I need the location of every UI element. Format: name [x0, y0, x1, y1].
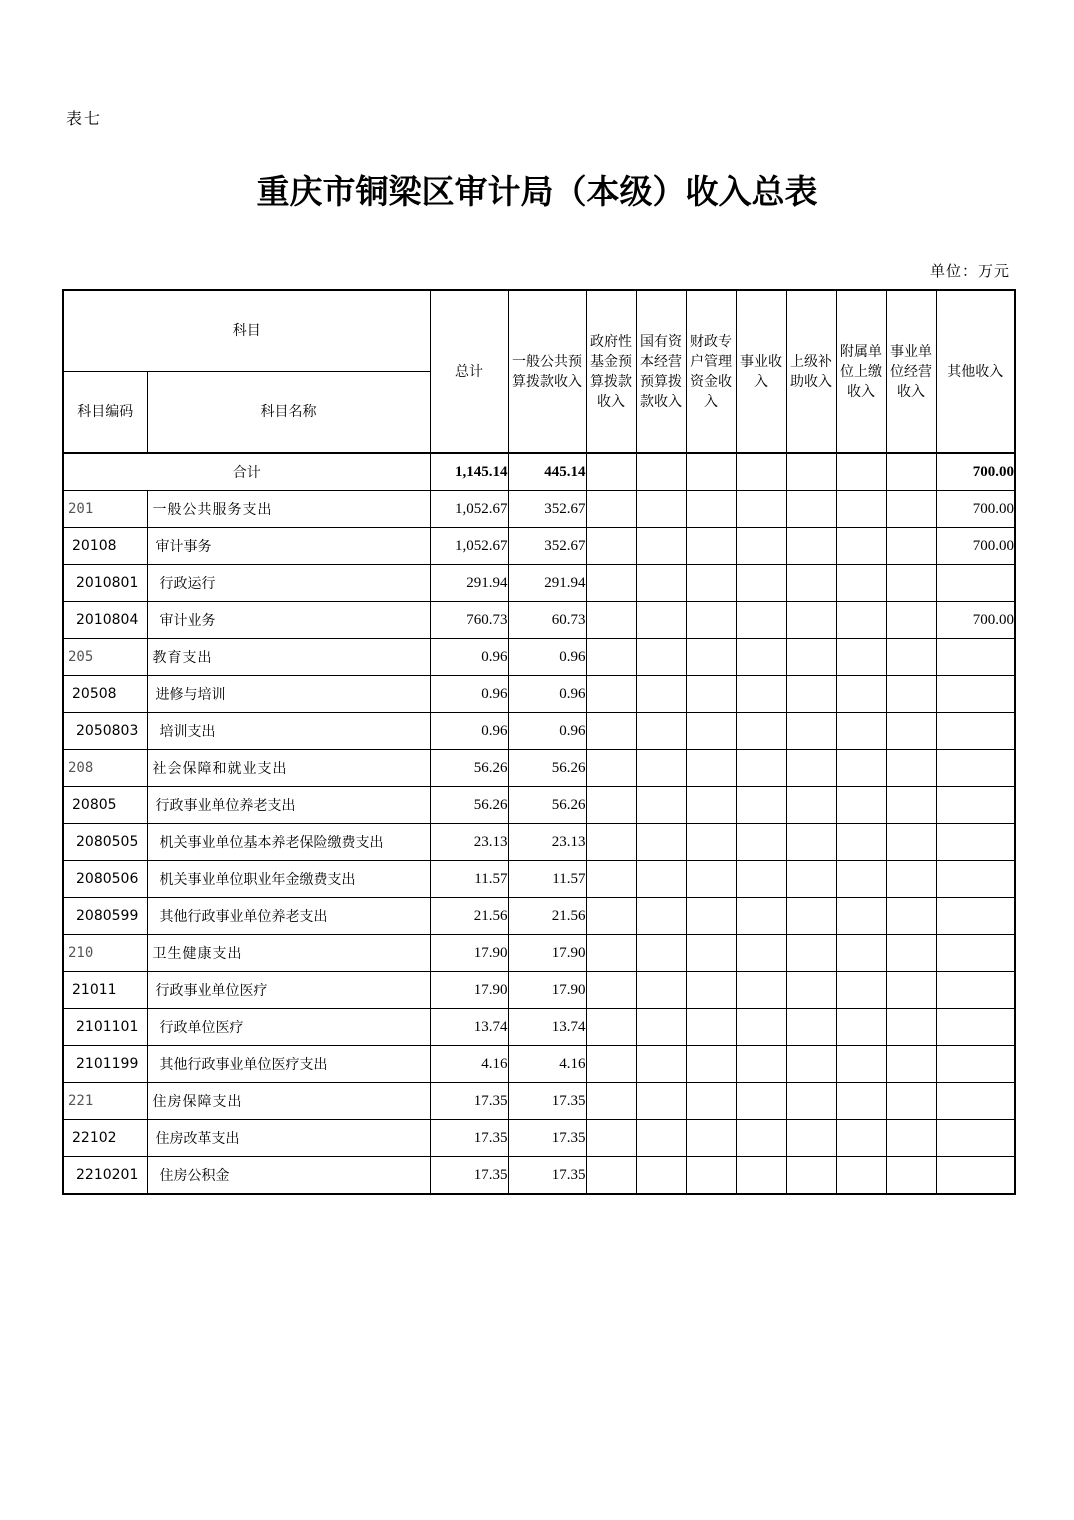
row-code: 208 [63, 750, 147, 787]
row-fiscal-special [686, 1083, 736, 1120]
row-fiscal-special [686, 750, 736, 787]
row-gov-fund [586, 1009, 636, 1046]
row-other [936, 1157, 1015, 1195]
row-total: 0.96 [430, 676, 508, 713]
table-body [63, 453, 1015, 1194]
row-other [936, 1046, 1015, 1083]
row-other: 700.00 [936, 602, 1015, 639]
header-total: 总计 [430, 290, 508, 453]
row-code: 20805 [63, 787, 147, 824]
total-cell-superior-subsidy [786, 453, 836, 491]
row-affiliated [836, 528, 886, 565]
row-superior-subsidy [786, 528, 836, 565]
total-cell-state-capital [636, 453, 686, 491]
row-gov-fund [586, 602, 636, 639]
row-general-budget: 56.26 [508, 787, 586, 824]
row-other [936, 639, 1015, 676]
row-fiscal-special [686, 676, 736, 713]
total-cell-fiscal-special [686, 453, 736, 491]
row-name: 审计事务 [147, 528, 430, 565]
row-affiliated [836, 972, 886, 1009]
row-superior-subsidy [786, 1120, 836, 1157]
row-general-budget: 17.35 [508, 1083, 586, 1120]
table-row [63, 528, 1015, 565]
row-name: 住房改革支出 [147, 1120, 430, 1157]
row-state-capital [636, 898, 686, 935]
page-title: 重庆市铜梁区审计局（本级）收入总表 [256, 172, 818, 211]
total-label: 合计 [63, 453, 430, 491]
row-code: 2080506 [63, 861, 147, 898]
row-affiliated [836, 1120, 886, 1157]
row-total: 11.57 [430, 861, 508, 898]
row-affiliated [836, 639, 886, 676]
row-name: 卫生健康支出 [147, 935, 430, 972]
header-state-capital: 国有资本经营预算拨款收入 [636, 290, 686, 453]
row-business [736, 713, 786, 750]
row-fiscal-special [686, 1046, 736, 1083]
row-fiscal-special [686, 861, 736, 898]
total-cell-affiliated [836, 453, 886, 491]
row-total: 4.16 [430, 1046, 508, 1083]
row-general-budget: 352.67 [508, 528, 586, 565]
row-superior-subsidy [786, 1046, 836, 1083]
row-general-budget: 0.96 [508, 639, 586, 676]
row-total: 13.74 [430, 1009, 508, 1046]
row-business [736, 750, 786, 787]
row-total: 1,052.67 [430, 528, 508, 565]
row-state-capital [636, 787, 686, 824]
row-superior-subsidy [786, 1083, 836, 1120]
row-gov-fund [586, 972, 636, 1009]
row-gov-fund [586, 639, 636, 676]
row-state-capital [636, 676, 686, 713]
row-fiscal-special [686, 1157, 736, 1195]
row-affiliated [836, 1009, 886, 1046]
row-code: 20108 [63, 528, 147, 565]
row-total: 760.73 [430, 602, 508, 639]
row-business-operation [886, 972, 936, 1009]
row-other [936, 1120, 1015, 1157]
income-summary-table [62, 289, 1016, 1195]
row-total: 0.96 [430, 639, 508, 676]
row-superior-subsidy [786, 972, 836, 1009]
row-total: 17.90 [430, 935, 508, 972]
row-total: 17.90 [430, 972, 508, 1009]
row-other [936, 750, 1015, 787]
row-superior-subsidy [786, 713, 836, 750]
row-business-operation [886, 713, 936, 750]
total-cell-general-budget: 445.14 [508, 453, 586, 491]
row-superior-subsidy [786, 565, 836, 602]
row-fiscal-special [686, 602, 736, 639]
row-business-operation [886, 676, 936, 713]
total-row [63, 453, 1015, 491]
row-state-capital [636, 824, 686, 861]
row-other [936, 861, 1015, 898]
table-row [63, 565, 1015, 602]
row-state-capital [636, 861, 686, 898]
row-superior-subsidy [786, 898, 836, 935]
table-row [63, 1046, 1015, 1083]
row-name: 培训支出 [147, 713, 430, 750]
header-fiscal-special: 财政专户管理资金收入 [686, 290, 736, 453]
row-code: 2101101 [63, 1009, 147, 1046]
row-business [736, 861, 786, 898]
row-name: 行政运行 [147, 565, 430, 602]
row-affiliated [836, 787, 886, 824]
row-general-budget: 4.16 [508, 1046, 586, 1083]
row-state-capital [636, 565, 686, 602]
row-gov-fund [586, 898, 636, 935]
row-fiscal-special [686, 935, 736, 972]
total-cell-total: 1,145.14 [430, 453, 508, 491]
row-general-budget: 17.90 [508, 972, 586, 1009]
row-state-capital [636, 602, 686, 639]
row-business [736, 824, 786, 861]
row-fiscal-special [686, 713, 736, 750]
row-affiliated [836, 676, 886, 713]
row-code: 201 [63, 491, 147, 528]
row-code: 20508 [63, 676, 147, 713]
row-affiliated [836, 935, 886, 972]
row-affiliated [836, 491, 886, 528]
row-total: 0.96 [430, 713, 508, 750]
row-general-budget: 291.94 [508, 565, 586, 602]
row-fiscal-special [686, 491, 736, 528]
row-total: 17.35 [430, 1157, 508, 1195]
row-business [736, 565, 786, 602]
table-row [63, 935, 1015, 972]
row-affiliated [836, 602, 886, 639]
row-business [736, 676, 786, 713]
row-gov-fund [586, 713, 636, 750]
row-affiliated [836, 824, 886, 861]
row-fiscal-special [686, 1009, 736, 1046]
row-gov-fund [586, 1046, 636, 1083]
row-other [936, 898, 1015, 935]
row-gov-fund [586, 528, 636, 565]
row-name: 机关事业单位基本养老保险缴费支出 [147, 824, 430, 861]
table-row [63, 1083, 1015, 1120]
row-fiscal-special [686, 639, 736, 676]
row-business [736, 602, 786, 639]
row-total: 23.13 [430, 824, 508, 861]
row-affiliated [836, 565, 886, 602]
row-general-budget: 56.26 [508, 750, 586, 787]
row-code: 2080599 [63, 898, 147, 935]
row-code: 2010801 [63, 565, 147, 602]
row-other [936, 713, 1015, 750]
row-general-budget: 13.74 [508, 1009, 586, 1046]
row-superior-subsidy [786, 1009, 836, 1046]
row-superior-subsidy [786, 787, 836, 824]
row-affiliated [836, 898, 886, 935]
row-business [736, 528, 786, 565]
row-state-capital [636, 528, 686, 565]
row-state-capital [636, 1083, 686, 1120]
row-business-operation [886, 861, 936, 898]
row-business [736, 491, 786, 528]
row-state-capital [636, 750, 686, 787]
row-business-operation [886, 1009, 936, 1046]
total-cell-other: 700.00 [936, 453, 1015, 491]
row-name: 行政事业单位养老支出 [147, 787, 430, 824]
total-cell-gov-fund [586, 453, 636, 491]
table-row [63, 787, 1015, 824]
row-business-operation [886, 824, 936, 861]
row-general-budget: 352.67 [508, 491, 586, 528]
row-gov-fund [586, 935, 636, 972]
row-gov-fund [586, 1083, 636, 1120]
row-affiliated [836, 1046, 886, 1083]
row-fiscal-special [686, 972, 736, 1009]
header-general-budget: 一般公共预算拨款收入 [508, 290, 586, 453]
row-state-capital [636, 713, 686, 750]
row-business-operation [886, 1157, 936, 1195]
row-gov-fund [586, 1157, 636, 1195]
row-business-operation [886, 750, 936, 787]
row-code: 2080505 [63, 824, 147, 861]
row-gov-fund [586, 676, 636, 713]
row-business-operation [886, 787, 936, 824]
table-row [63, 713, 1015, 750]
row-name: 行政事业单位医疗 [147, 972, 430, 1009]
row-state-capital [636, 491, 686, 528]
row-name: 住房公积金 [147, 1157, 430, 1195]
row-business-operation [886, 602, 936, 639]
total-cell-business [736, 453, 786, 491]
row-state-capital [636, 935, 686, 972]
header-business: 事业收入 [736, 290, 786, 453]
row-name: 教育支出 [147, 639, 430, 676]
row-gov-fund [586, 1120, 636, 1157]
row-fiscal-special [686, 824, 736, 861]
table-row [63, 676, 1015, 713]
row-business [736, 935, 786, 972]
table-row [63, 602, 1015, 639]
row-affiliated [836, 1083, 886, 1120]
row-superior-subsidy [786, 935, 836, 972]
row-fiscal-special [686, 898, 736, 935]
row-total: 1,052.67 [430, 491, 508, 528]
row-name: 一般公共服务支出 [147, 491, 430, 528]
row-business [736, 1157, 786, 1195]
row-superior-subsidy [786, 639, 836, 676]
row-other [936, 676, 1015, 713]
row-affiliated [836, 861, 886, 898]
row-business-operation [886, 565, 936, 602]
row-code: 22102 [63, 1120, 147, 1157]
row-gov-fund [586, 824, 636, 861]
row-total: 21.56 [430, 898, 508, 935]
table-row [63, 1120, 1015, 1157]
row-general-budget: 0.96 [508, 713, 586, 750]
row-other [936, 1083, 1015, 1120]
row-business-operation [886, 639, 936, 676]
row-fiscal-special [686, 528, 736, 565]
row-name: 社会保障和就业支出 [147, 750, 430, 787]
row-gov-fund [586, 491, 636, 528]
row-business [736, 1120, 786, 1157]
header-affiliated: 附属单位上缴收入 [836, 290, 886, 453]
row-state-capital [636, 1009, 686, 1046]
row-total: 291.94 [430, 565, 508, 602]
row-code: 2210201 [63, 1157, 147, 1195]
row-business-operation [886, 1083, 936, 1120]
row-business-operation [886, 491, 936, 528]
header-gov-fund: 政府性基金预算拨款收入 [586, 290, 636, 453]
row-fiscal-special [686, 1120, 736, 1157]
table-row [63, 750, 1015, 787]
row-superior-subsidy [786, 750, 836, 787]
row-gov-fund [586, 861, 636, 898]
unit-label: 单位：万元 [929, 262, 1010, 280]
row-gov-fund [586, 750, 636, 787]
row-business [736, 972, 786, 1009]
row-superior-subsidy [786, 861, 836, 898]
row-superior-subsidy [786, 602, 836, 639]
row-business-operation [886, 528, 936, 565]
row-general-budget: 0.96 [508, 676, 586, 713]
row-state-capital [636, 1120, 686, 1157]
row-name: 其他行政事业单位医疗支出 [147, 1046, 430, 1083]
row-name: 住房保障支出 [147, 1083, 430, 1120]
row-name: 其他行政事业单位养老支出 [147, 898, 430, 935]
row-code: 205 [63, 639, 147, 676]
row-state-capital [636, 1046, 686, 1083]
row-name: 审计业务 [147, 602, 430, 639]
row-code: 2010804 [63, 602, 147, 639]
row-superior-subsidy [786, 491, 836, 528]
row-business [736, 898, 786, 935]
header-business-operation: 事业单位经营收入 [886, 290, 936, 453]
row-other [936, 935, 1015, 972]
row-name: 行政单位医疗 [147, 1009, 430, 1046]
row-business-operation [886, 898, 936, 935]
row-other [936, 565, 1015, 602]
table-row [63, 1009, 1015, 1046]
header-name: 科目名称 [147, 372, 430, 454]
row-business-operation [886, 935, 936, 972]
row-name: 机关事业单位职业年金缴费支出 [147, 861, 430, 898]
total-cell-business-operation [886, 453, 936, 491]
row-code: 221 [63, 1083, 147, 1120]
row-general-budget: 17.35 [508, 1157, 586, 1195]
row-other [936, 972, 1015, 1009]
row-business [736, 1083, 786, 1120]
row-general-budget: 11.57 [508, 861, 586, 898]
row-general-budget: 60.73 [508, 602, 586, 639]
row-affiliated [836, 750, 886, 787]
row-other [936, 1009, 1015, 1046]
row-state-capital [636, 972, 686, 1009]
row-total: 17.35 [430, 1120, 508, 1157]
header-superior-subsidy: 上级补助收入 [786, 290, 836, 453]
row-name: 进修与培训 [147, 676, 430, 713]
row-total: 17.35 [430, 1083, 508, 1120]
table-number: 表七 [66, 109, 103, 128]
row-general-budget: 21.56 [508, 898, 586, 935]
row-other: 700.00 [936, 491, 1015, 528]
row-business [736, 1009, 786, 1046]
row-general-budget: 23.13 [508, 824, 586, 861]
row-general-budget: 17.90 [508, 935, 586, 972]
row-business [736, 639, 786, 676]
table-row [63, 491, 1015, 528]
row-other [936, 787, 1015, 824]
row-superior-subsidy [786, 676, 836, 713]
row-business-operation [886, 1046, 936, 1083]
row-general-budget: 17.35 [508, 1120, 586, 1157]
row-code: 2050803 [63, 713, 147, 750]
row-other [936, 824, 1015, 861]
row-state-capital [636, 639, 686, 676]
header-subject: 科目 [63, 290, 430, 372]
row-fiscal-special [686, 565, 736, 602]
row-fiscal-special [686, 787, 736, 824]
row-state-capital [636, 1157, 686, 1195]
header-other: 其他收入 [936, 290, 1015, 453]
row-code: 2101199 [63, 1046, 147, 1083]
row-code: 21011 [63, 972, 147, 1009]
row-code: 210 [63, 935, 147, 972]
row-superior-subsidy [786, 824, 836, 861]
row-gov-fund [586, 787, 636, 824]
table-row [63, 639, 1015, 676]
table-row [63, 898, 1015, 935]
table-row [63, 861, 1015, 898]
row-total: 56.26 [430, 787, 508, 824]
row-gov-fund [586, 565, 636, 602]
row-superior-subsidy [786, 1157, 836, 1195]
row-total: 56.26 [430, 750, 508, 787]
header-code: 科目编码 [63, 372, 147, 454]
row-business [736, 1046, 786, 1083]
row-affiliated [836, 713, 886, 750]
table-row [63, 972, 1015, 1009]
row-business [736, 787, 786, 824]
table-row [63, 1157, 1015, 1195]
row-business-operation [886, 1120, 936, 1157]
row-affiliated [836, 1157, 886, 1195]
row-other: 700.00 [936, 528, 1015, 565]
table-row [63, 824, 1015, 861]
